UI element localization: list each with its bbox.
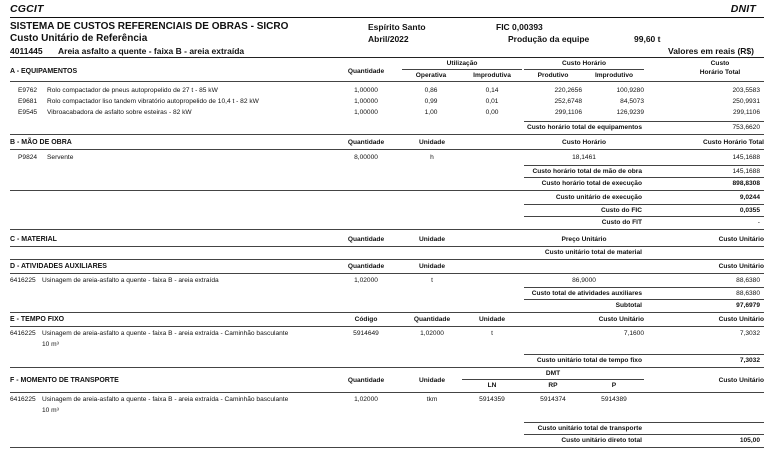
col-produtivo: Produtivo — [537, 72, 569, 79]
section-equipamentos-title: A - EQUIPAMENTOS — [10, 68, 78, 75]
section-transporte-title: F - MOMENTO DE TRANSPORTE — [10, 377, 119, 384]
col-custo-total-2: Horário Total — [699, 69, 741, 76]
col-custo-horario: Custo Horário — [562, 60, 606, 67]
fic-label: FIC 0,00393 — [496, 22, 543, 32]
col-operativa: Operativa — [415, 72, 447, 79]
item-rule — [10, 57, 764, 58]
item-description: Areia asfalto a quente - faixa B - areia extraída — [58, 46, 245, 56]
item-code: 4011445 — [10, 46, 43, 56]
equip-total-label: Custo horário total de equipamentos — [526, 124, 642, 131]
section-mao-de-obra-title: B - MÃO DE OBRA — [10, 139, 72, 146]
state-label: Espírito Santo — [368, 22, 426, 32]
section-auxiliares-title: D - ATIVIDADES AUXILIARES — [10, 263, 107, 270]
direct-total-value: 105,00 — [739, 437, 760, 444]
production-value: 99,60 t — [634, 34, 661, 44]
section-material-title: C - MATERIAL — [10, 236, 57, 243]
dnit-logo: DNIT — [730, 3, 756, 15]
subtitle: Custo Unitário de Referência — [10, 33, 148, 44]
direct-total-label: Custo unitário direto total — [561, 437, 642, 444]
header-rule — [10, 17, 764, 18]
currency-note: Valores em reais (R$) — [668, 46, 754, 56]
col-utilizacao: Utilização — [446, 60, 478, 67]
col-custo-total-1: Custo — [710, 60, 730, 67]
cgcit-logo: CGCIT — [10, 3, 44, 15]
system-title: SISTEMA DE CUSTOS REFERENCIAIS DE OBRAS - SICRO — [10, 21, 289, 32]
production-label: Produção da equipe — [508, 34, 590, 44]
section-tempo-fixo-title: E - TEMPO FIXO — [10, 316, 65, 323]
col-improdutivo: Improdutivo — [594, 72, 634, 79]
reference-date: Abril/2022 — [368, 34, 409, 44]
col-quantidade: Quantidade — [347, 68, 385, 75]
col-improdutiva: Improdutiva — [473, 72, 511, 79]
equip-total-value: 753,6620 — [732, 124, 760, 131]
